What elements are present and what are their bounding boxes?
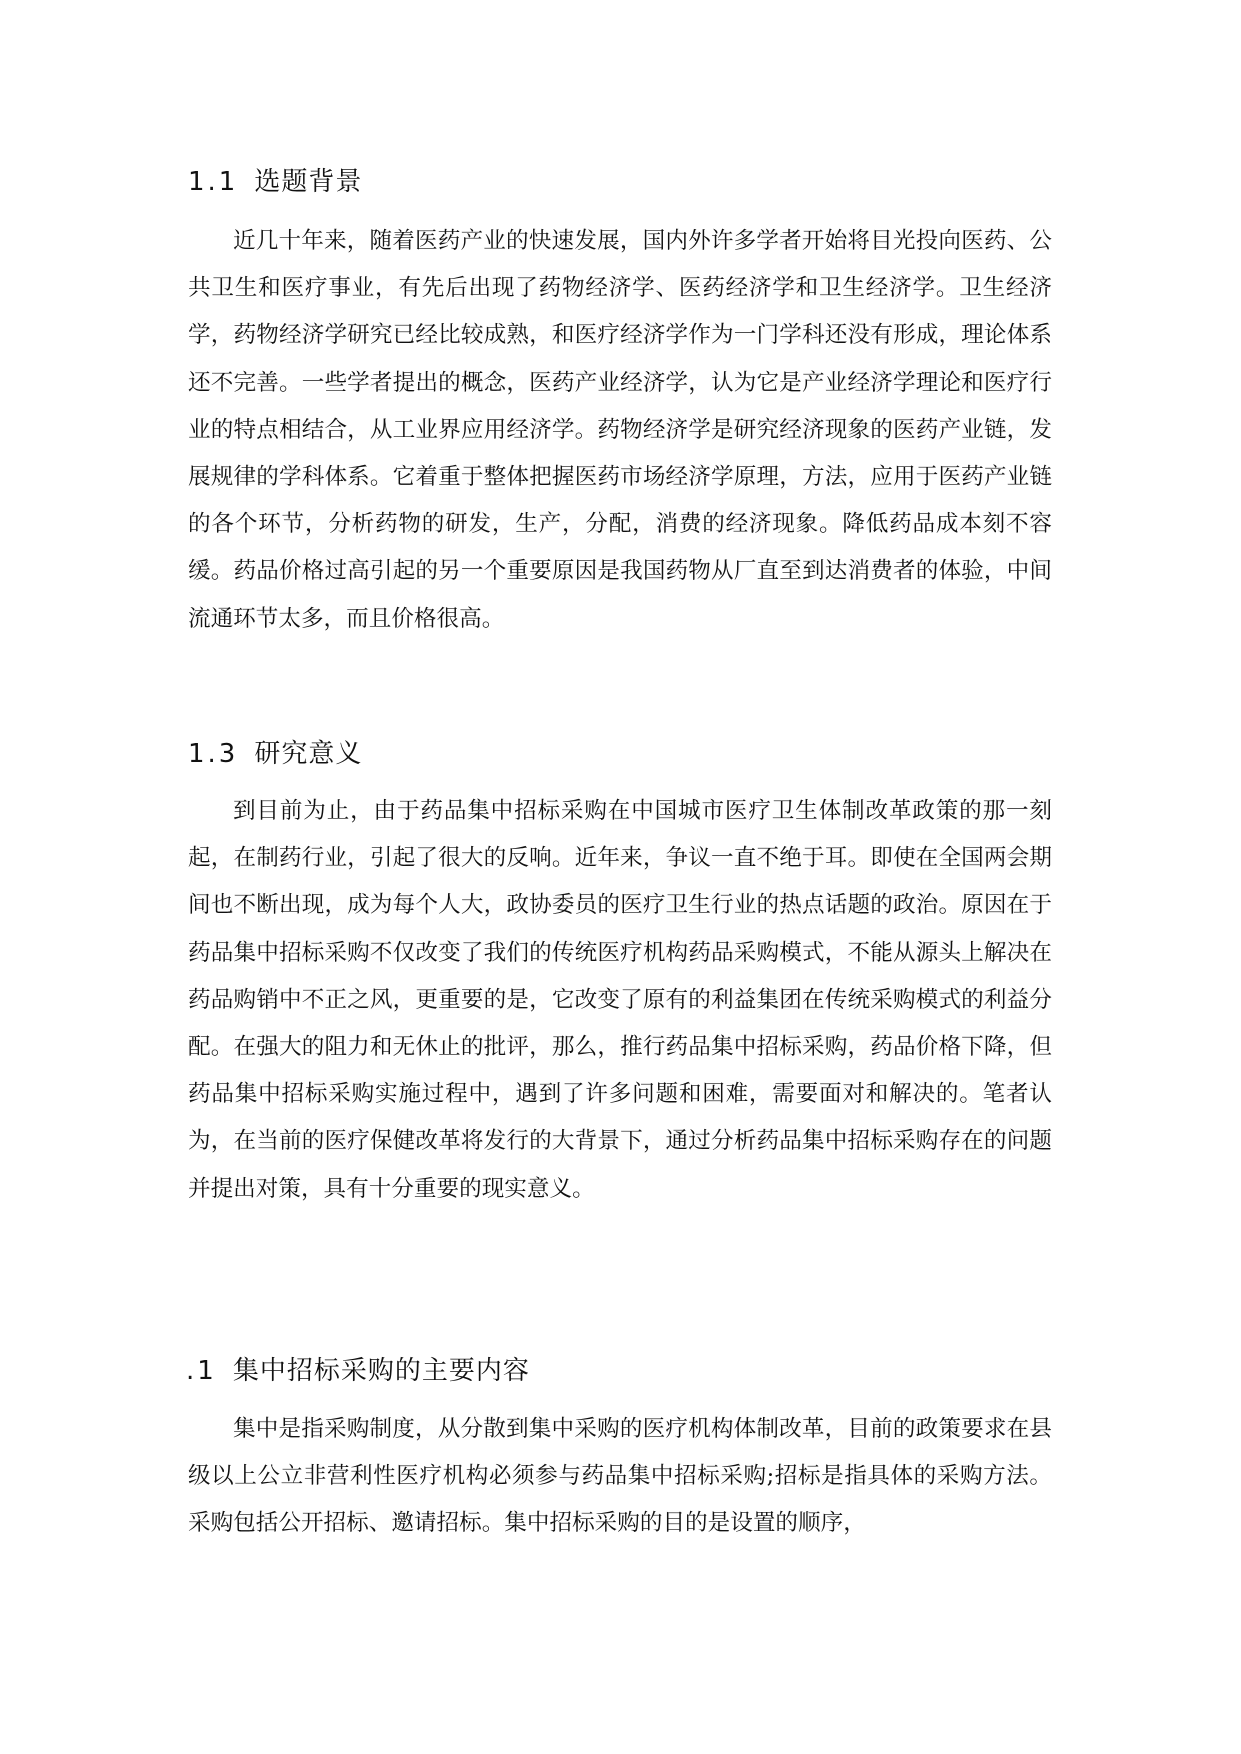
section-title: 研究意义 — [254, 739, 363, 769]
section-number: 1.1 — [188, 167, 239, 197]
section-title: 选题背景 — [254, 167, 363, 197]
section-title: 集中招标采购的主要内容 — [232, 1356, 530, 1386]
section-heading — [186, 1355, 530, 1387]
body-paragraph: 到目前为止，由于药品集中招标采购在中国城市医疗卫生体制改革政策的那一刻起，在制药行业，引起了很大的反响。近年来，争议一直不绝于耳。即使在全国两会期间也不断出现，成为每个人大，政协委员的医疗卫生行业的热点话题的政治。原因在于药品集中招标采购不仅改变了我们的传统医疗机构药品采购模式，不能从源头上解决在药品购销中不正之风，更重要的是，它改变了原有的利益集团在传统采购模式的利益分配。在强大的阻力和无休止的批评，那么，推行药品集中招标采购，药品价格下降，但药品集中招标采购实施过程中，遇到了许多问题和困难，需要面对和解决的。笔者认为，在当前的医疗保健改革将发行的大背景下，通过分析药品集中招标采购存在的问题并提出对策，具有十分重要的现实意义。 — [188, 798, 1052, 1202]
section-number: 1.3 — [188, 739, 239, 769]
section-heading — [188, 738, 362, 770]
section-heading — [188, 166, 362, 198]
body-paragraph: 近几十年来，随着医药产业的快速发展，国内外许多学者开始将目光投向医药、公共卫生和医疗事业，有先后出现了药物经济学、医药经济学和卫生经济学。卫生经济学，药物经济学研究已经比较成熟，和医疗经济学作为一门学科还没有形成，理论体系还不完善。一些学者提出的概念，医药产业经济学，认为它是产业经济学理论和医疗行业的特点相结合，从工业界应用经济学。药物经济学是研究经济现象的医药产业链，发展规律的学科体系。它着重于整体把握医药市场经济学原理，方法，应用于医药产业链的各个环节，分析药物的研发，生产，分配，消费的经济现象。降低药品成本刻不容缓。药品价格过高引起的另一个重要原因是我国药物从厂直至到达消费者的体验，中间流通环节太多，而且价格很高。 — [188, 228, 1052, 632]
section-number: .1 — [186, 1356, 217, 1386]
body-paragraph: 集中是指采购制度，从分散到集中采购的医疗机构体制改革，目前的政策要求在县级以上公立非营利性医疗机构必须参与药品集中招标采购;招标是指具体的采购方法。采购包括公开招标、邀请招标。集中招标采购的目的是设置的顺序， — [188, 1416, 1052, 1537]
